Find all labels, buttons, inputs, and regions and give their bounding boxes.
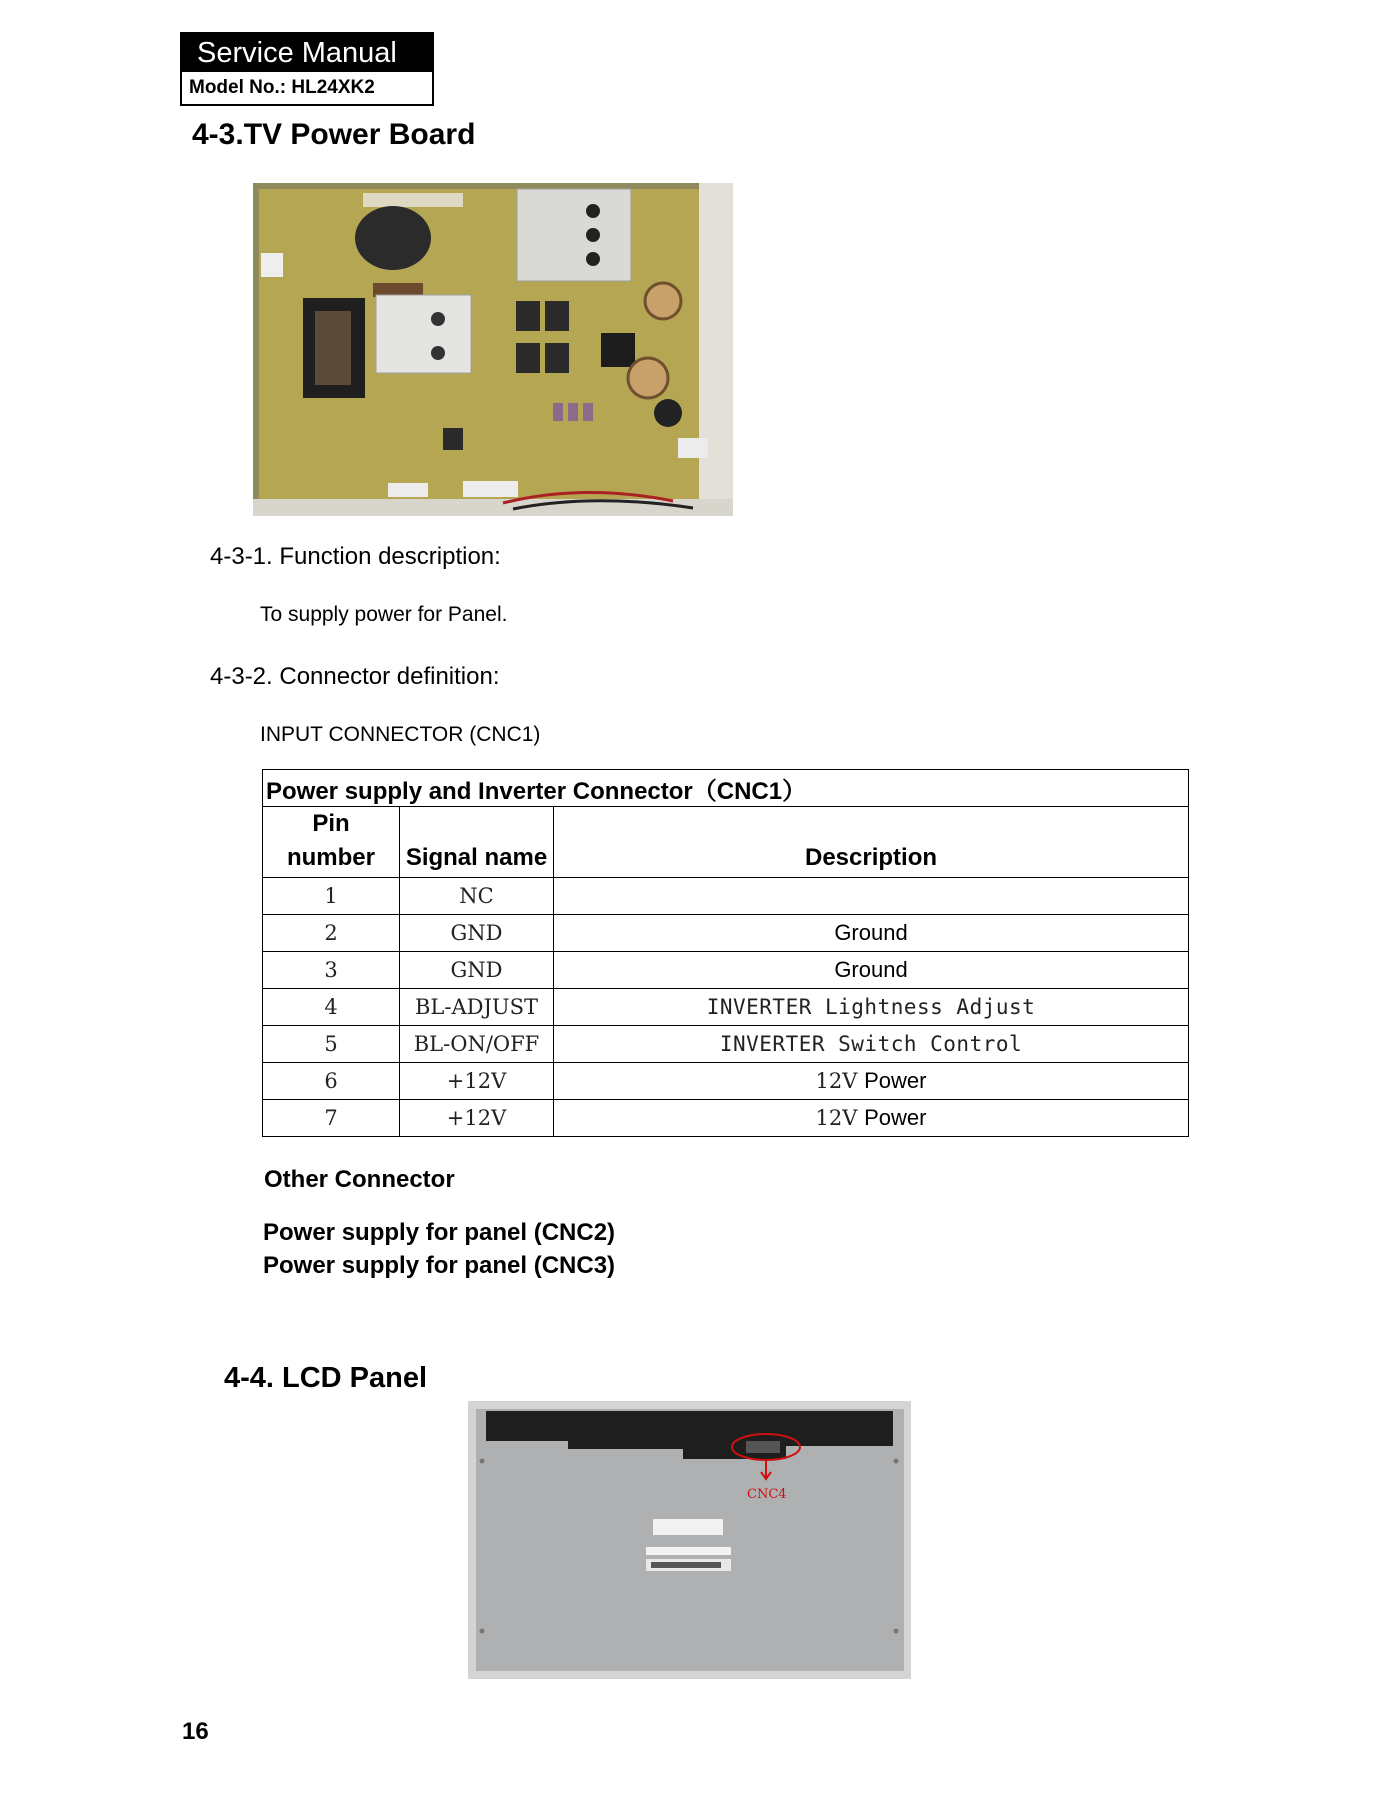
pin-cell: 4 bbox=[263, 989, 400, 1026]
header-title: Service Manual bbox=[182, 34, 432, 72]
other-connector-cnc2: Power supply for panel (CNC2) bbox=[263, 1219, 616, 1246]
table-row bbox=[263, 952, 1189, 989]
column-header-pin-line1: Pin bbox=[312, 810, 350, 837]
description-cell bbox=[554, 878, 1189, 915]
signal-cell: GND bbox=[400, 952, 554, 989]
connector-table bbox=[262, 769, 1189, 1137]
other-connector-cnc3: Power supply for panel (CNC3) bbox=[263, 1252, 616, 1279]
description-word: Power bbox=[864, 1105, 927, 1130]
pin-cell: 2 bbox=[263, 915, 400, 952]
signal-cell: +12V bbox=[400, 1063, 554, 1100]
function-description-heading: 4-3-1. Function description: bbox=[210, 543, 501, 570]
column-header-signal: Signal name bbox=[400, 807, 554, 878]
signal-cell: NC bbox=[400, 878, 554, 915]
table-row bbox=[263, 878, 1189, 915]
pin-cell: 5 bbox=[263, 1026, 400, 1063]
table-row bbox=[263, 1100, 1189, 1137]
description-cell bbox=[554, 1100, 1189, 1137]
description-cell: INVERTER Switch Control bbox=[554, 1026, 1189, 1063]
section-title-power-board: 4-3.TV Power Board bbox=[192, 118, 476, 151]
table-row bbox=[263, 1063, 1189, 1100]
column-header-description: Description bbox=[554, 807, 1189, 878]
pin-cell: 1 bbox=[263, 878, 400, 915]
signal-cell: GND bbox=[400, 915, 554, 952]
signal-cell: BL-ON/OFF bbox=[400, 1026, 554, 1063]
pin-cell: 7 bbox=[263, 1100, 400, 1137]
description-cell: Ground bbox=[554, 952, 1189, 989]
cnc4-annotation: CNC4 bbox=[747, 1487, 787, 1502]
table-caption: Power supply and Inverter Connector（CNC1） bbox=[263, 770, 1189, 807]
function-description-text: To supply power for Panel. bbox=[260, 603, 508, 626]
description-cell: INVERTER Lightness Adjust bbox=[554, 989, 1189, 1026]
signal-cell: BL-ADJUST bbox=[400, 989, 554, 1026]
other-connector-heading: Other Connector bbox=[264, 1166, 455, 1193]
table-row bbox=[263, 915, 1189, 952]
signal-cell: +12V bbox=[400, 1100, 554, 1137]
manual-header bbox=[180, 32, 434, 106]
input-connector-label: INPUT CONNECTOR (CNC1) bbox=[260, 723, 541, 746]
column-header-pin-line2: number bbox=[286, 844, 375, 871]
lcd-panel-photo bbox=[468, 1401, 911, 1679]
page-number: 16 bbox=[182, 1718, 209, 1745]
table-row bbox=[263, 1026, 1189, 1063]
column-header-pin bbox=[263, 807, 400, 878]
description-cell bbox=[554, 1063, 1189, 1100]
description-unit: 12V bbox=[815, 1069, 858, 1093]
description-word: Power bbox=[864, 1068, 927, 1093]
description-cell: Ground bbox=[554, 915, 1189, 952]
header-model: Model No.: HL24XK2 bbox=[189, 77, 375, 98]
pin-cell: 6 bbox=[263, 1063, 400, 1100]
table-row bbox=[263, 989, 1189, 1026]
section-title-lcd-panel: 4-4. LCD Panel bbox=[224, 1362, 428, 1394]
connector-definition-heading: 4-3-2. Connector definition: bbox=[210, 663, 500, 690]
power-board-photo bbox=[253, 183, 733, 516]
pin-cell: 3 bbox=[263, 952, 400, 989]
description-unit: 12V bbox=[815, 1106, 858, 1130]
